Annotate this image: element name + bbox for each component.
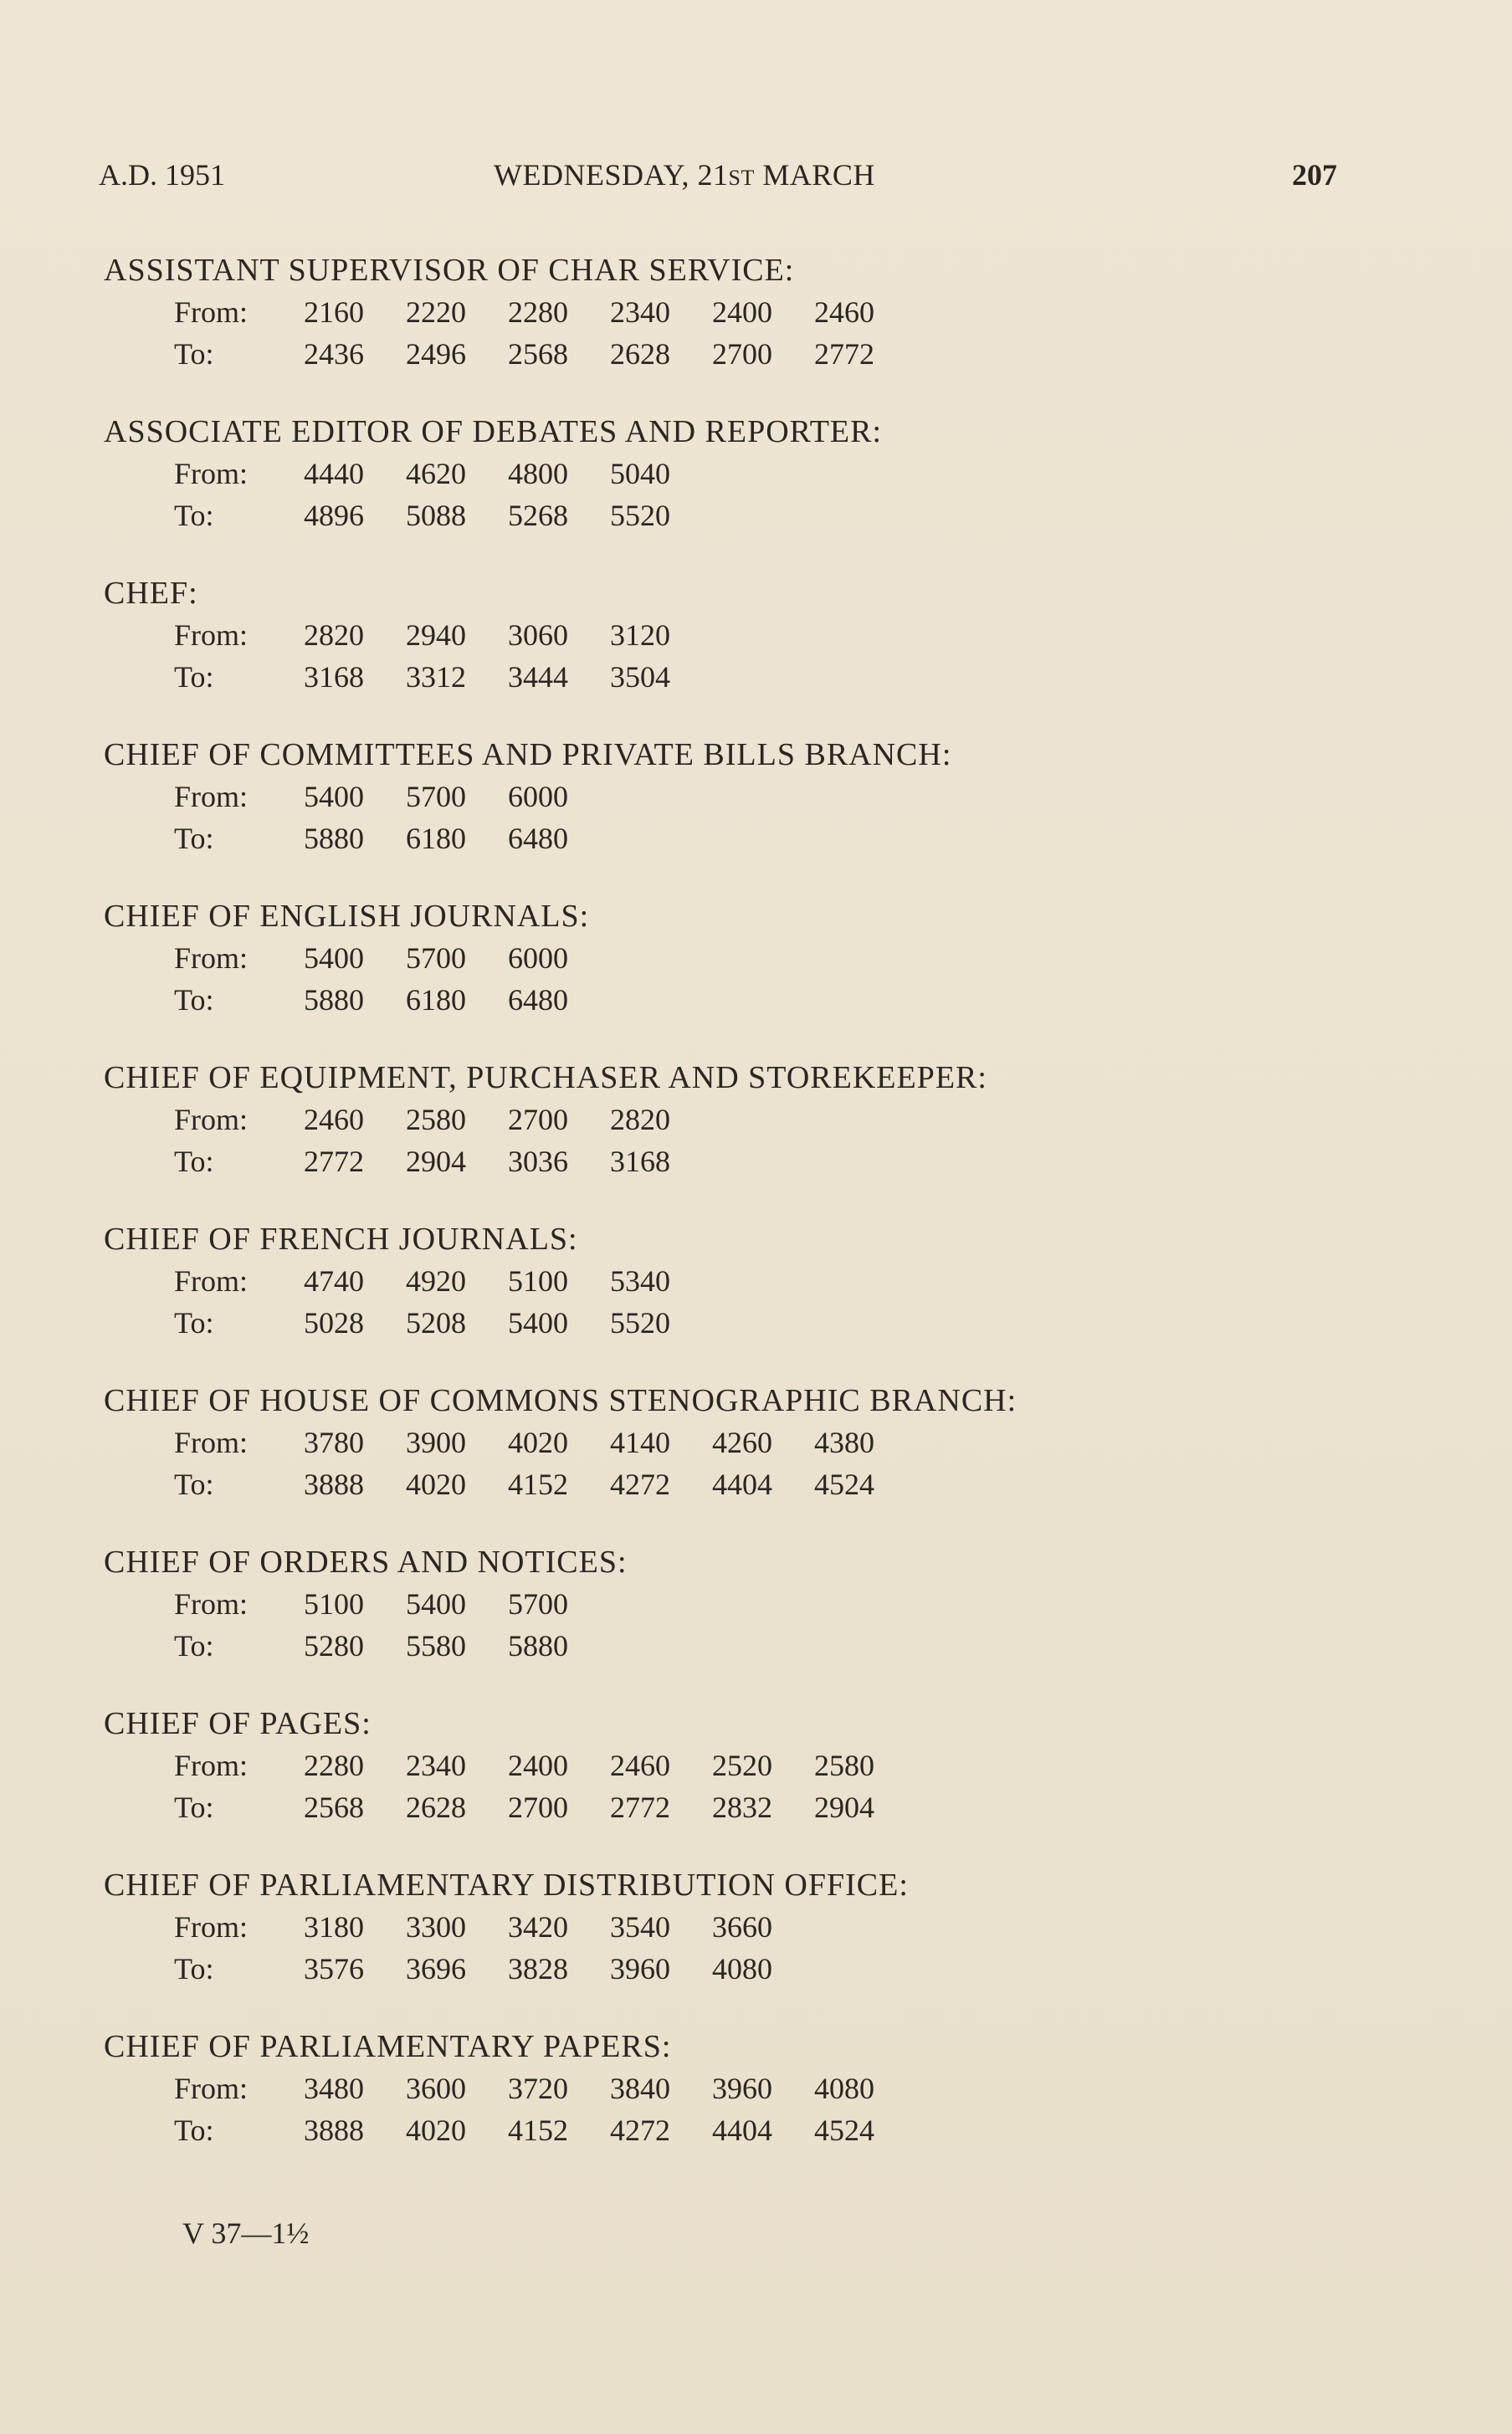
- salary-value: 2460: [814, 295, 874, 329]
- salary-section: [104, 1218, 1325, 1380]
- from-row: [104, 1745, 1325, 1786]
- to-row-label: To:: [174, 1306, 214, 1340]
- from-row: [104, 1583, 1325, 1625]
- salary-value: 2832: [712, 1791, 772, 1824]
- from-row-label: From:: [174, 1264, 249, 1298]
- salary-value: 3480: [304, 2072, 364, 2105]
- salary-section: [104, 734, 1325, 895]
- salary-value: 5280: [304, 1629, 364, 1663]
- from-row-label: From:: [174, 780, 249, 813]
- signature-mark: V 37—1½: [182, 2216, 310, 2250]
- salary-value: 3660: [712, 1910, 772, 1944]
- salary-value: 3696: [406, 1952, 466, 1986]
- salary-value: 3576: [304, 1952, 364, 1986]
- header-date: WEDNESDAY, 21ST MARCH: [494, 158, 875, 192]
- from-row-label: From:: [174, 457, 249, 490]
- salary-value: 2904: [406, 1145, 466, 1178]
- salary-value: 4440: [304, 457, 364, 490]
- salary-value: 3036: [508, 1145, 568, 1178]
- salary-value: 4020: [406, 1468, 466, 1501]
- salary-value: 3540: [610, 1910, 670, 1944]
- salary-value: 5880: [304, 822, 364, 855]
- from-row-label: From:: [174, 1103, 249, 1136]
- salary-value: 2700: [508, 1103, 568, 1136]
- salary-value: 4272: [610, 2114, 670, 2147]
- from-row-label: From:: [174, 2072, 249, 2105]
- page-number: 207: [1292, 158, 1337, 192]
- salary-value: 2940: [406, 618, 466, 652]
- to-row: [104, 656, 1325, 698]
- to-row: [104, 1140, 1325, 1182]
- from-row: [104, 776, 1325, 817]
- salary-value: 3888: [304, 1468, 364, 1501]
- to-row-label: To:: [174, 1952, 214, 1986]
- to-row-label: To:: [174, 1145, 214, 1178]
- salary-value: 3840: [610, 2072, 670, 2105]
- to-row: [104, 1625, 1325, 1667]
- to-row-label: To:: [174, 660, 214, 694]
- header-year: A.D. 1951: [99, 158, 225, 192]
- salary-value: 3180: [304, 1910, 364, 1944]
- salary-value: 2904: [814, 1791, 874, 1824]
- from-row-label: From:: [174, 1749, 249, 1782]
- position-title: CHIEF OF ORDERS AND NOTICES:: [104, 1545, 628, 1580]
- salary-value: 5700: [406, 780, 466, 813]
- to-row: [104, 979, 1325, 1021]
- to-row-label: To:: [174, 983, 214, 1017]
- to-row-label: To:: [174, 499, 214, 532]
- salary-section: [104, 895, 1325, 1057]
- salary-value: 3960: [712, 2072, 772, 2105]
- salary-value: 4800: [508, 457, 568, 490]
- salary-value: 3120: [610, 618, 670, 652]
- salary-value: 3888: [304, 2114, 364, 2147]
- salary-value: 2772: [814, 337, 874, 371]
- salary-value: 3060: [508, 618, 568, 652]
- salary-value: 2580: [406, 1103, 466, 1136]
- salary-section: [104, 2026, 1325, 2187]
- salary-value: 4020: [508, 1426, 568, 1459]
- to-row-label: To:: [174, 337, 214, 371]
- to-row-label: To:: [174, 2114, 214, 2147]
- salary-value: 5700: [406, 941, 466, 975]
- salary-value: 5088: [406, 499, 466, 532]
- salary-value: 4380: [814, 1426, 874, 1459]
- from-row: [104, 453, 1325, 494]
- salary-value: 4272: [610, 1468, 670, 1501]
- salary-value: 5700: [508, 1587, 568, 1621]
- salary-section: [104, 1541, 1325, 1703]
- salary-value: 5340: [610, 1264, 670, 1298]
- salary-value: 3900: [406, 1426, 466, 1459]
- position-title: CHIEF OF PAGES:: [104, 1706, 372, 1741]
- salary-value: 6480: [508, 983, 568, 1017]
- salary-value: 2628: [406, 1791, 466, 1824]
- position-title: CHIEF OF PARLIAMENTARY DISTRIBUTION OFFICE:: [104, 1868, 909, 1903]
- salary-value: 5028: [304, 1306, 364, 1340]
- position-title: CHIEF OF COMMITTEES AND PRIVATE BILLS BRANCH:: [104, 737, 952, 772]
- salary-value: 5400: [406, 1587, 466, 1621]
- salary-value: 5580: [406, 1629, 466, 1663]
- salary-value: 2772: [610, 1791, 670, 1824]
- salary-value: 6180: [406, 822, 466, 855]
- salary-value: 4896: [304, 499, 364, 532]
- to-row-label: To:: [174, 1791, 214, 1824]
- salary-value: 4920: [406, 1264, 466, 1298]
- from-row-label: From:: [174, 295, 249, 329]
- salary-value: 4020: [406, 2114, 466, 2147]
- salary-value: 4152: [508, 2114, 568, 2147]
- position-title: CHIEF OF PARLIAMENTARY PAPERS:: [104, 2029, 672, 2064]
- salary-value: 6000: [508, 941, 568, 975]
- salary-value: 2520: [712, 1749, 772, 1782]
- salary-value: 5880: [508, 1629, 568, 1663]
- salary-value: 4140: [610, 1426, 670, 1459]
- salary-section: [104, 1380, 1325, 1541]
- salary-value: 5040: [610, 457, 670, 490]
- salary-value: 2340: [406, 1749, 466, 1782]
- salary-value: 3780: [304, 1426, 364, 1459]
- salary-value: 3720: [508, 2072, 568, 2105]
- to-row: [104, 1463, 1325, 1505]
- salary-value: 2820: [304, 618, 364, 652]
- salary-listing: [104, 249, 1325, 2187]
- salary-section: [104, 1703, 1325, 1864]
- salary-value: 4404: [712, 2114, 772, 2147]
- salary-value: 4152: [508, 1468, 568, 1501]
- salary-value: 2568: [508, 337, 568, 371]
- salary-value: 6180: [406, 983, 466, 1017]
- salary-value: 4080: [814, 2072, 874, 2105]
- salary-value: 2568: [304, 1791, 364, 1824]
- to-row: [104, 2109, 1325, 2151]
- salary-value: 2628: [610, 337, 670, 371]
- salary-value: 5400: [304, 780, 364, 813]
- from-row: [104, 1906, 1325, 1948]
- salary-value: 4620: [406, 457, 466, 490]
- salary-value: 3600: [406, 2072, 466, 2105]
- salary-value: 5880: [304, 983, 364, 1017]
- salary-value: 2496: [406, 337, 466, 371]
- salary-value: 2820: [610, 1103, 670, 1136]
- salary-value: 2436: [304, 337, 364, 371]
- salary-section: [104, 572, 1325, 734]
- salary-value: 5400: [508, 1306, 568, 1340]
- salary-value: 5100: [508, 1264, 568, 1298]
- salary-value: 2340: [610, 295, 670, 329]
- salary-value: 3312: [406, 660, 466, 694]
- salary-value: 5208: [406, 1306, 466, 1340]
- to-row-label: To:: [174, 1629, 214, 1663]
- salary-section: [104, 1057, 1325, 1218]
- salary-value: 2700: [508, 1791, 568, 1824]
- salary-value: 2220: [406, 295, 466, 329]
- salary-value: 3444: [508, 660, 568, 694]
- salary-value: 2160: [304, 295, 364, 329]
- salary-value: 5520: [610, 499, 670, 532]
- salary-value: 2400: [712, 295, 772, 329]
- salary-value: 3504: [610, 660, 670, 694]
- salary-value: 2772: [304, 1145, 364, 1178]
- salary-value: 2700: [712, 337, 772, 371]
- from-row-label: From:: [174, 618, 249, 652]
- salary-value: 5400: [304, 941, 364, 975]
- position-title: CHEF:: [104, 576, 198, 611]
- salary-value: 3828: [508, 1952, 568, 1986]
- to-row: [104, 1786, 1325, 1828]
- from-row-label: From:: [174, 1587, 249, 1621]
- to-row: [104, 817, 1325, 859]
- to-row-label: To:: [174, 1468, 214, 1501]
- to-row: [104, 494, 1325, 536]
- to-row: [104, 1948, 1325, 1990]
- salary-value: 2400: [508, 1749, 568, 1782]
- salary-value: 2580: [814, 1749, 874, 1782]
- salary-value: 2280: [304, 1749, 364, 1782]
- salary-section: [104, 411, 1325, 572]
- from-row: [104, 291, 1325, 333]
- to-row: [104, 333, 1325, 375]
- position-title: ASSOCIATE EDITOR OF DEBATES AND REPORTER:: [104, 414, 883, 449]
- from-row: [104, 614, 1325, 656]
- salary-value: 4260: [712, 1426, 772, 1459]
- from-row: [104, 937, 1325, 979]
- salary-value: 4080: [712, 1952, 772, 1986]
- salary-value: 4524: [814, 2114, 874, 2147]
- salary-section: [104, 1864, 1325, 2026]
- position-title: CHIEF OF HOUSE OF COMMONS STENOGRAPHIC BRANCH:: [104, 1383, 1017, 1418]
- salary-value: 4524: [814, 1468, 874, 1501]
- salary-value: 4740: [304, 1264, 364, 1298]
- position-title: CHIEF OF ENGLISH JOURNALS:: [104, 899, 590, 934]
- salary-value: 3168: [610, 1145, 670, 1178]
- from-row-label: From:: [174, 941, 249, 975]
- from-row-label: From:: [174, 1426, 249, 1459]
- salary-value: 6000: [508, 780, 568, 813]
- salary-value: 3960: [610, 1952, 670, 1986]
- salary-value: 3168: [304, 660, 364, 694]
- to-row-label: To:: [174, 822, 214, 855]
- from-row: [104, 1099, 1325, 1140]
- position-title: ASSISTANT SUPERVISOR OF CHAR SERVICE:: [104, 253, 795, 288]
- from-row: [104, 2068, 1325, 2109]
- salary-value: 2280: [508, 295, 568, 329]
- salary-value: 3420: [508, 1910, 568, 1944]
- position-title: CHIEF OF EQUIPMENT, PURCHASER AND STOREKEEPER:: [104, 1060, 987, 1095]
- page-header: [99, 157, 1337, 199]
- salary-value: 5100: [304, 1587, 364, 1621]
- salary-value: 5520: [610, 1306, 670, 1340]
- to-row: [104, 1302, 1325, 1344]
- salary-value: 5268: [508, 499, 568, 532]
- from-row: [104, 1422, 1325, 1463]
- from-row: [104, 1260, 1325, 1302]
- salary-section: [104, 249, 1325, 411]
- salary-value: 6480: [508, 822, 568, 855]
- from-row-label: From:: [174, 1910, 249, 1944]
- salary-value: 2460: [610, 1749, 670, 1782]
- salary-value: 4404: [712, 1468, 772, 1501]
- salary-value: 3300: [406, 1910, 466, 1944]
- position-title: CHIEF OF FRENCH JOURNALS:: [104, 1222, 578, 1257]
- salary-value: 2460: [304, 1103, 364, 1136]
